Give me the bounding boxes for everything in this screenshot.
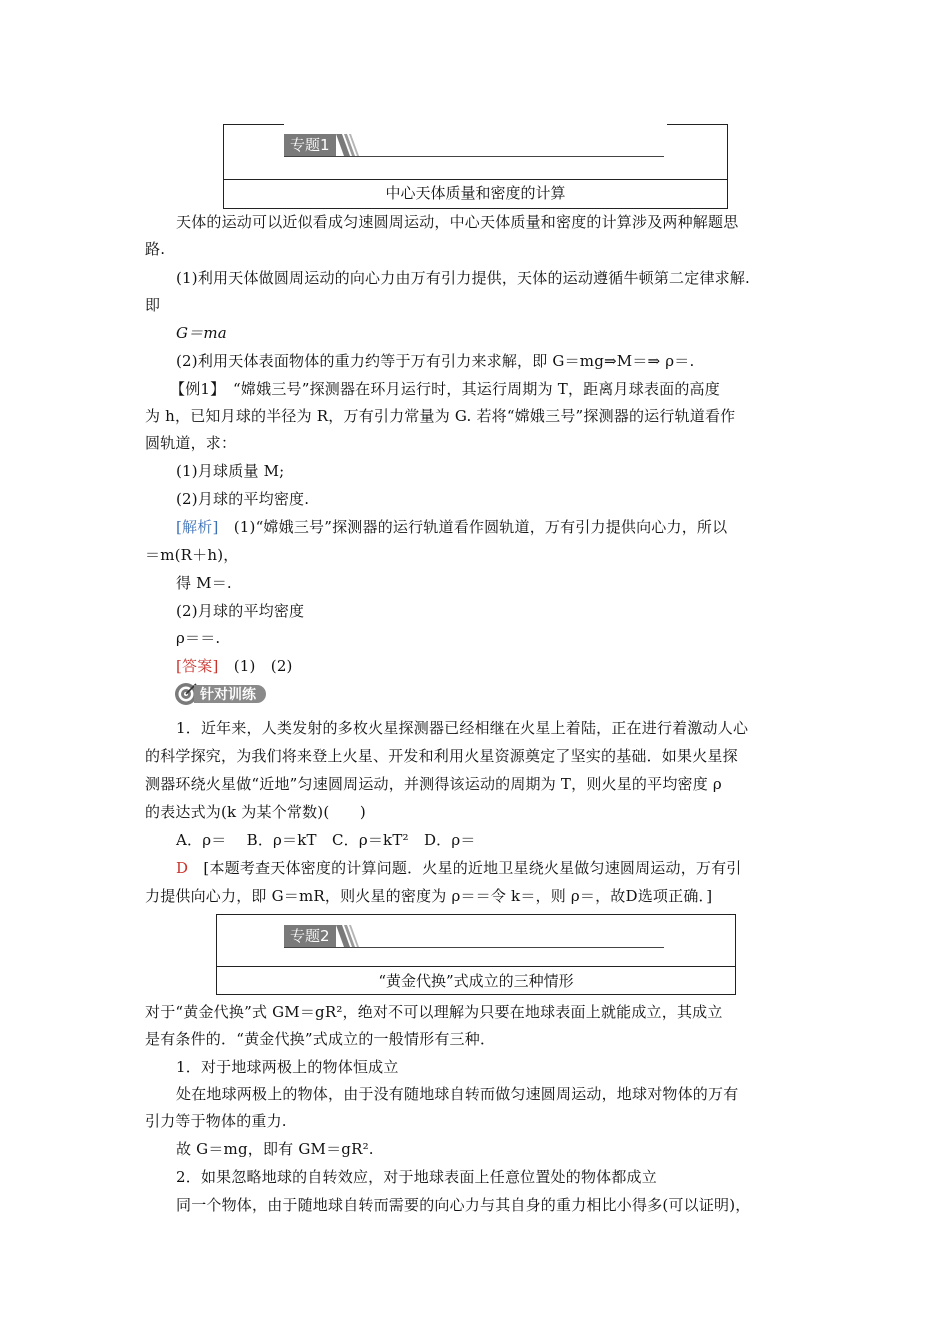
topic1-tag-rule xyxy=(284,156,664,157)
t1-a5: ρ＝＝. xyxy=(176,629,221,647)
tr-q1b: 的科学探究，为我们将来登上火星、开发和利用火星资源奠定了坚实的基础．如果火星探 xyxy=(145,747,738,765)
t1-ex1b: 为 h，已知月球的半径为 R，万有引力常量为 G. 若将“嫦娥三号”探测器的运行轨道看作 xyxy=(145,407,736,425)
topic2-tag xyxy=(284,925,360,947)
answer-letter: D xyxy=(176,859,189,877)
t1-q2: (2)月球的平均密度. xyxy=(176,490,310,508)
topic1-tag xyxy=(284,134,360,156)
analysis-tag: [解析] xyxy=(176,518,219,536)
t2-p2a: 处在地球两极上的物体，由于没有随地球自转而做匀速圆周运动，地球对物体的万有 xyxy=(176,1085,739,1103)
tr-options: A．ρ＝ B．ρ＝kT C．ρ＝kT² D．ρ＝ xyxy=(176,831,476,849)
t1-p1b: 路. xyxy=(145,240,166,258)
topic2-tag-rule xyxy=(284,947,664,948)
t2-p1b: 是有条件的．“黄金代换”式成立的一般情形有三种． xyxy=(145,1030,496,1048)
tr-q1a: 1．近年来，人类发射的多枚火星探测器已经相继在火星上着陆，正在进行着激动人心 xyxy=(176,719,749,737)
t1-ex1a: 【例1】 “嫦娥三号”探测器在环月运行时，其运行周期为 T，距离月球表面的高度 xyxy=(170,380,720,398)
topic1-tag-label: 专题1 xyxy=(284,134,336,156)
t1-p2b: 即 xyxy=(145,296,161,314)
tr-sol-line xyxy=(176,857,742,878)
t1-ex1c: 圆轨道，求： xyxy=(145,434,237,452)
stripes-icon xyxy=(336,134,360,156)
t2-p1a: 对于“黄金代换”式 GM＝gR²，绝对不可以理解为只要在地球表面上就能成立，其成立 xyxy=(145,1003,723,1021)
training-bar xyxy=(194,685,266,703)
analysis-text: (1)“嫦娥三号”探测器的运行轨道看作圆轨道，万有引力提供向心力，所以 xyxy=(218,518,728,536)
t1-a4: (2)月球的平均密度 xyxy=(176,602,305,620)
t2-p3: 故 G＝mg，即有 GM＝gR². xyxy=(176,1140,374,1158)
tr-q1c: 测器环绕火星做“近地”匀速圆周运动，并测得该运动的周期为 T，则火星的平均密度 ρ xyxy=(145,775,722,793)
t1-analysis-line xyxy=(176,516,727,537)
t2-p2b: 引力等于物体的重力. xyxy=(145,1112,287,1130)
answer-text: (1) (2) xyxy=(218,657,293,675)
t1-answer-line xyxy=(176,655,293,676)
topic2-tag-label: 专题2 xyxy=(284,925,336,947)
t1-p2a: (1)利用天体做圆周运动的向心力由万有引力提供，天体的运动遵循牛顿第二定律求解. xyxy=(176,269,751,287)
t1-a2: ＝m(R＋h)， xyxy=(145,546,239,564)
t1-p3: G＝ma xyxy=(176,324,227,342)
t2-h1: 1．对于地球两极上的物体恒成立 xyxy=(176,1058,399,1076)
solution-text: [本题考查天体密度的计算问题．火星的近地卫星绕火星做匀速圆周运动，万有引 xyxy=(188,859,742,877)
answer-tag: [答案] xyxy=(176,657,219,675)
t1-q1: (1)月球质量 M; xyxy=(176,462,285,480)
tr-sol2: 力提供向心力，即 G＝mR，则火星的密度为 ρ＝＝令 k＝，则 ρ＝，故D选项正确．] xyxy=(145,887,713,905)
topic1-title: 中心天体质量和密度的计算 xyxy=(385,184,566,202)
t1-p1a: 天体的运动可以近似看成匀速圆周运动，中心天体质量和密度的计算涉及两种解题思 xyxy=(176,213,739,231)
t2-p4: 同一个物体，由于随地球自转而需要的向心力与其自身的重力相比小得多(可以证明)， xyxy=(176,1196,751,1214)
t2-h2: 2．如果忽略地球的自转效应，对于地球表面上任意位置处的物体都成立 xyxy=(176,1168,657,1186)
stripes-icon xyxy=(336,925,360,947)
t1-a3: 得 M＝. xyxy=(176,574,232,592)
training-header xyxy=(174,682,266,706)
topic2-title: “黄金代换”式成立的三种情形 xyxy=(378,972,574,990)
tr-q1d: 的表达式为(k 为某个常数)( ) xyxy=(145,803,366,821)
training-label: 针对训练 xyxy=(200,687,256,703)
t1-p4: (2)利用天体表面物体的重力约等于万有引力来求解，即 G＝mg⇒M＝⇒ ρ＝. xyxy=(176,352,695,370)
